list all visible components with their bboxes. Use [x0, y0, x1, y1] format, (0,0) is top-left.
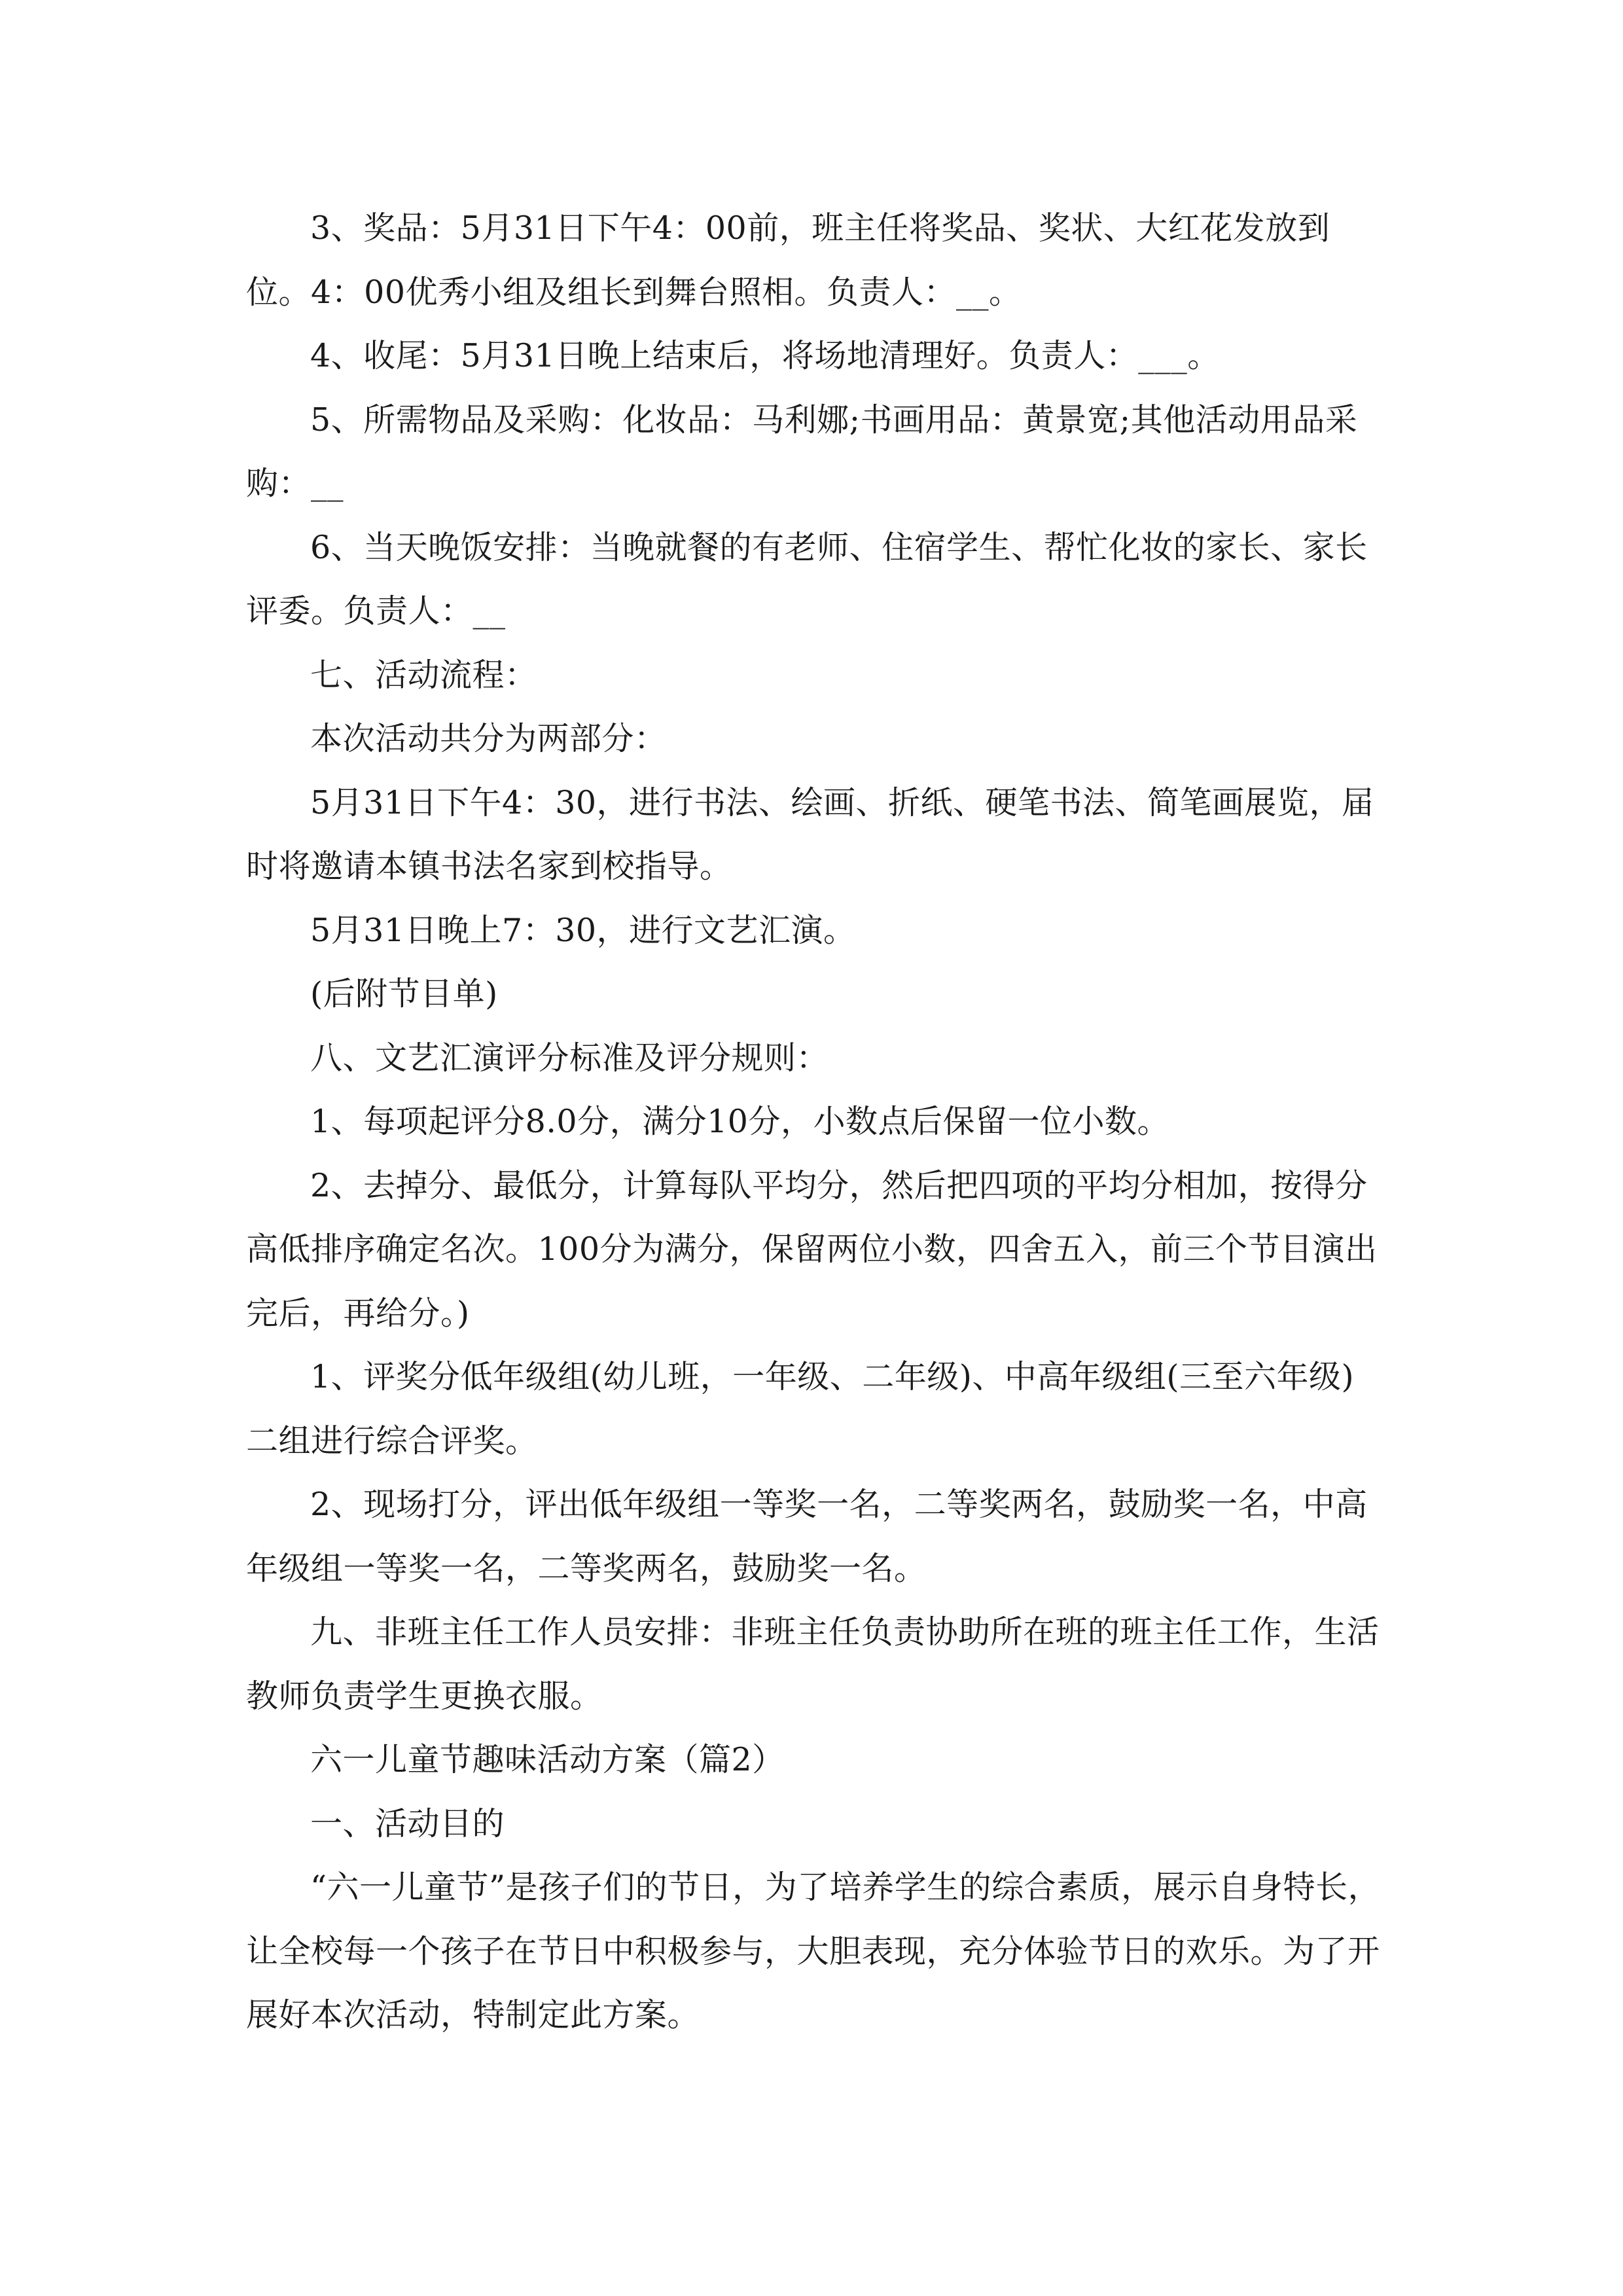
- paragraph-award-groups: 1、评奖分低年级组(幼儿班，一年级、二年级)、中高年级组(三至六年级)二组进行综合评奖。: [246, 1358, 1355, 1460]
- document-body: [246, 196, 1385, 2047]
- heading-activity-purpose: 一、活动目的: [310, 1804, 505, 1842]
- heading-plan-2: 六一儿童节趣味活动方案（篇2）: [310, 1741, 785, 1778]
- paragraph-wrap-up: 4、收尾：5月31日晚上结束后，将场地清理好。负责人：___。: [310, 337, 1220, 374]
- paragraph-two-parts: 本次活动共分为两部分：: [310, 720, 667, 757]
- heading-scoring-rules: 八、文艺汇演评分标准及评分规则：: [310, 1039, 829, 1077]
- paragraph-exhibition: 5月31日下午4：30，进行书法、绘画、折纸、硬笔书法、简笔画展览，届时将邀请本镇书法名家到校指导。: [246, 783, 1374, 885]
- paragraph-program-note: (后附节目单): [310, 975, 498, 1013]
- paragraph-rule-1: 1、每项起评分8.0分，满分10分，小数点后保留一位小数。: [310, 1103, 1169, 1140]
- paragraph-staff-arrangement: 九、非班主任工作人员安排：非班主任负责协助所在班的班主任工作，生活教师负责学生更换衣服。: [246, 1613, 1380, 1715]
- paragraph-rule-2: 2、去掉分、最低分，计算每队平均分，然后把四项的平均分相加，按得分高低排序确定名次。100分为满分，保留两位小数，四舍五入，前三个节目演出完后，再给分。): [246, 1166, 1378, 1332]
- paragraph-supplies: 5、所需物品及采购：化妆品：马利娜;书画用品：黄景宽;其他活动用品采购：__: [246, 401, 1358, 502]
- paragraph-performance: 5月31日晚上7：30，进行文艺汇演。: [310, 911, 856, 949]
- heading-activity-process: 七、活动流程：: [310, 656, 537, 694]
- paragraph-award-counts: 2、现场打分，评出低年级组一等奖一名，二等奖两名，鼓励奖一名，中高年级组一等奖一名，二等奖两名，鼓励奖一名。: [246, 1486, 1368, 1587]
- paragraph-dinner: 6、当天晚饭安排：当晚就餐的有老师、住宿学生、帮忙化妆的家长、家长评委。负责人：__: [246, 528, 1368, 630]
- paragraph-purpose: “六一儿童节”是孩子们的节日，为了培养学生的综合素质，展示自身特长，让全校每一个孩子在节日中积极参与，大胆表现，充分体验节日的欢乐。为了开展好本次活动，特制定此方案。: [246, 1869, 1381, 2034]
- paragraph-prizes: 3、奖品：5月31日下午4：00前，班主任将奖品、奖状、大红花发放到位。4：00优秀小组及组长到舞台照相。负责人：__。: [246, 209, 1330, 311]
